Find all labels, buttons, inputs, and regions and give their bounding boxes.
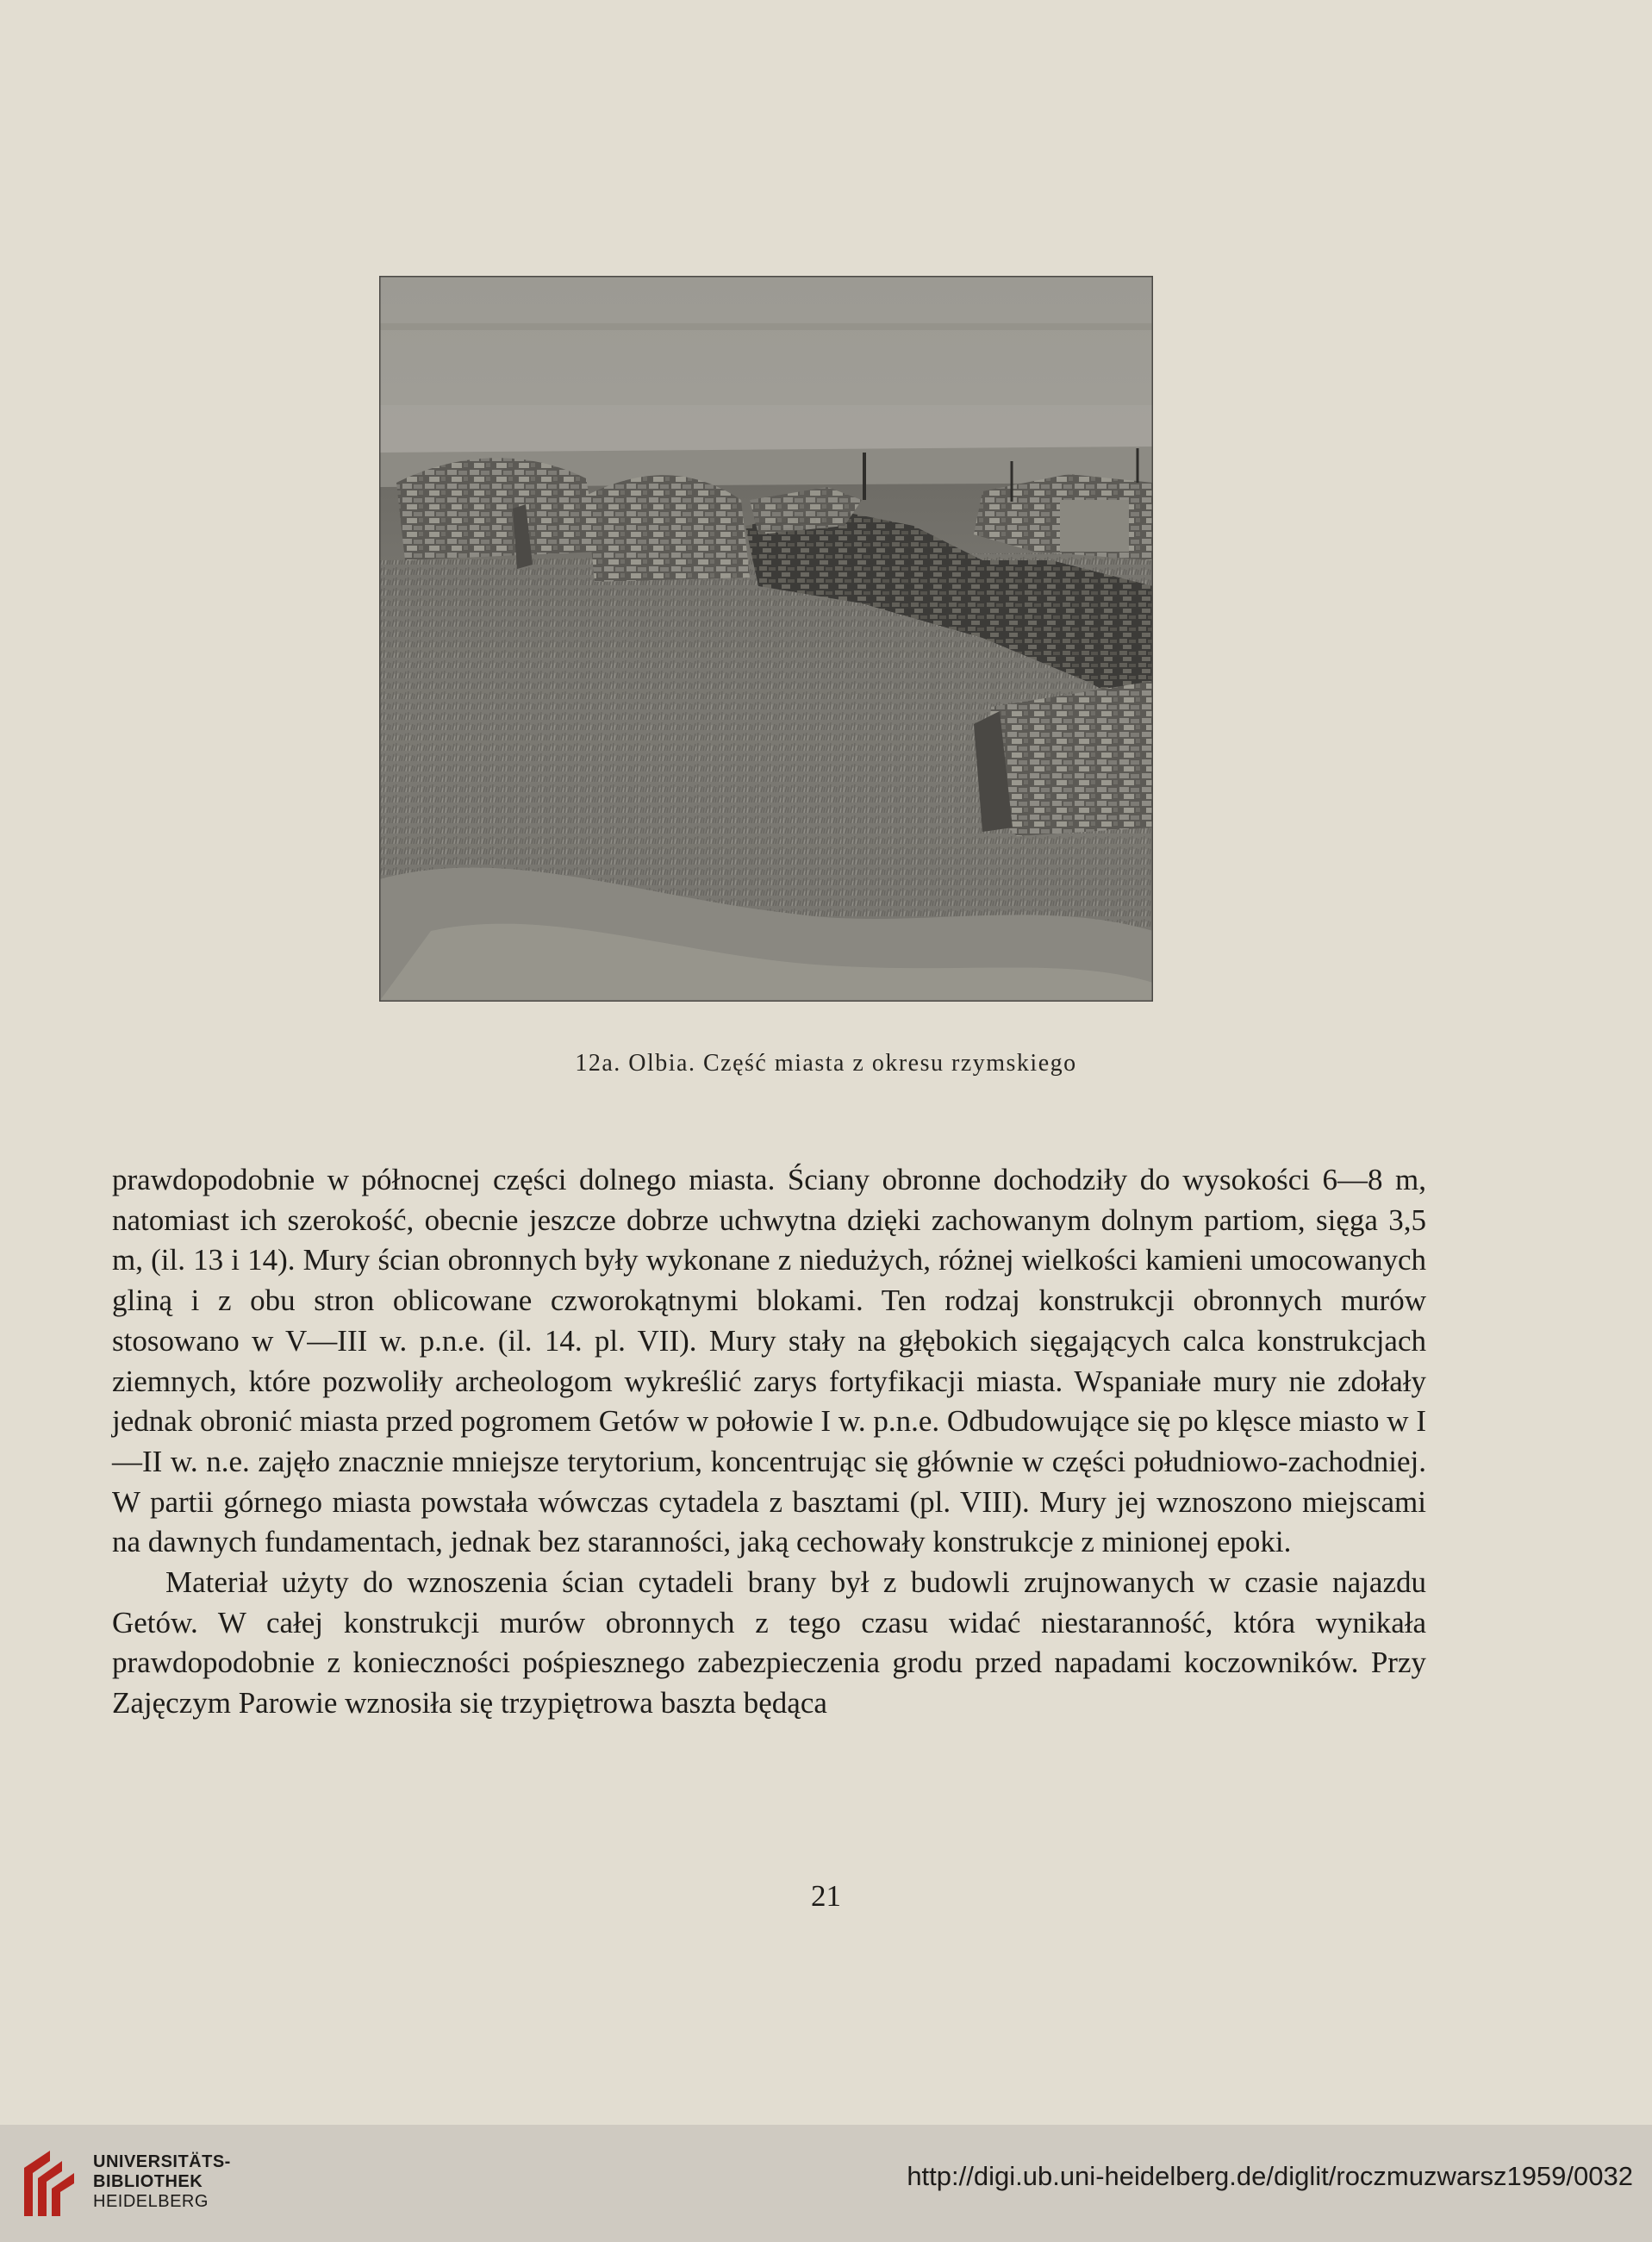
figure-caption: 12a. Olbia. Część miasta z okresu rzymskiego bbox=[575, 1050, 1077, 1077]
library-name-line-3: HEIDELBERG bbox=[93, 2192, 209, 2211]
paragraph-1: prawdopodobnie w północnej części dolnego miasta. Ściany obronne dochodziły do wysokości 6—8 m, natomiast ich szerokość, obecnie jeszcze dobrze uchwytna dzięki zachowanym dolnym partiom, sięga 3,5 m, (il. 13 i 14). Mury ścian obronnych były wykonane z niedużych, różnej wielkości kamieni umocowanych gliną i z obu stron oblicowane czworokątnymi blokami. Ten rodzaj konstrukcji obronnych murów stosowano w V—III w. p.n.e. (il. 14. pl. VII). Mury stały na głębokich sięgających calca konstrukcjach ziemnych, które pozwoliły archeologom wykreślić zarys fortyfikacji miasta. Wspaniałe mury nie zdołały jednak obronić miasta przed pogromem Getów w połowie I w. p.n.e. Odbudowujące się po klęsce miasto w I—II w. n.e. zajęło znacznie mniejsze terytorium, koncentrując się głównie w części południowo-zachodniej. W partii górnego miasta powstała wówczas cytadela z basztami (pl. VIII). Mury jej wznoszono miejscami na dawnych fundamentach, jednak bez staranności, jaką cechowały konstrukcje z minionej epoki. bbox=[112, 1163, 1426, 1559]
body-text bbox=[112, 1160, 1426, 1724]
permalink-url[interactable]: http://digi.ub.uni-heidelberg.de/diglit/roczmuzwarsz1959/0032 bbox=[907, 2161, 1633, 2191]
paragraph-2: Materiał użyty do wznoszenia ścian cytadeli brany był z budowli zrujnowanych w czasie najazdu Getów. W całej konstrukcji murów obronnych z tego czasu widać niestaranność, która wynikała prawdopodobnie z konieczności pośpiesznego zabezpieczenia grodu przed napadami koczowników. Przy Zajęczym Parowie wznosiła się trzypiętrowa baszta będąca bbox=[112, 1565, 1426, 1721]
library-name-line-1: UNIVERSITÄTS- bbox=[93, 2152, 231, 2171]
ub-heidelberg-logo-icon bbox=[19, 2149, 79, 2218]
ruins-photograph bbox=[379, 276, 1153, 1002]
page-number: 21 bbox=[811, 1879, 841, 1913]
footer-bar bbox=[0, 2125, 1652, 2242]
library-name bbox=[93, 2152, 231, 2212]
library-name-line-2: BIBLIOTHEK bbox=[93, 2172, 203, 2191]
